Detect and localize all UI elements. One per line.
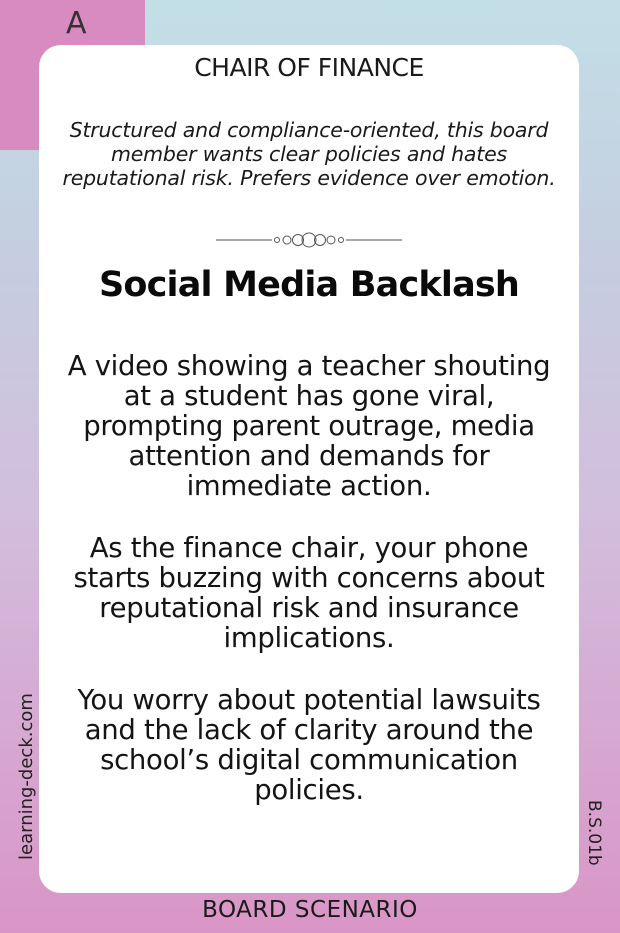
scenario-card bbox=[39, 45, 579, 893]
card-code: B.S.01b bbox=[584, 800, 604, 866]
corner-letter: A bbox=[66, 6, 87, 41]
ornament-circles-divider-icon bbox=[216, 229, 402, 251]
persona-description: Structured and compliance-oriented, this board member wants clear policies and hates reputational risk. Prefers evidence over emotion. bbox=[62, 118, 556, 190]
scenario-paragraph: A video showing a teacher shouting at a student has gone viral, prompting parent outrage, media attention and demands for immediate action. bbox=[67, 350, 551, 502]
website-label: learning-deck.com bbox=[16, 693, 37, 860]
ornament-divider-icon bbox=[39, 229, 579, 251]
role-heading: CHAIR OF FINANCE bbox=[194, 53, 424, 82]
category-footer: BOARD SCENARIO bbox=[202, 897, 418, 923]
scenario-title: Social Media Backlash bbox=[98, 265, 520, 305]
scenario-body bbox=[53, 351, 565, 837]
scenario-paragraph: As the finance chair, your phone starts buzzing with concerns about reputational risk and insurance implications. bbox=[73, 532, 545, 654]
scenario-paragraph: You worry about potential lawsuits and the lack of clarity around the school’s digital communication policies. bbox=[77, 684, 541, 806]
